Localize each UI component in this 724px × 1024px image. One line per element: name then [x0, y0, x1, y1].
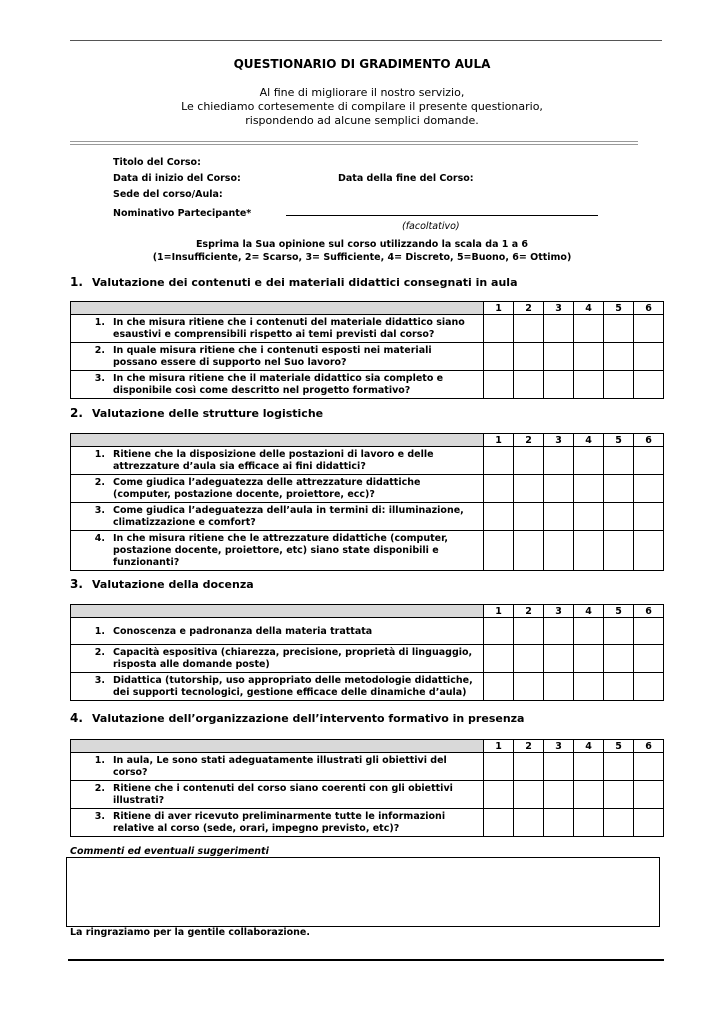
question-cell	[71, 447, 484, 475]
question-number: 3.	[94, 505, 105, 516]
question-number: 2.	[94, 477, 105, 488]
question-row	[71, 753, 664, 781]
rating-cell[interactable]	[634, 343, 664, 371]
rating-cell[interactable]	[604, 618, 634, 645]
rating-cell[interactable]	[514, 371, 544, 399]
question-row	[71, 673, 664, 701]
question-number: 2.	[94, 647, 105, 658]
scale-line: Esprima la Sua opinione sul corso utilizzando la scala da 1 a 6	[195, 239, 529, 250]
scale-header: 1	[484, 302, 514, 315]
rating-cell[interactable]	[634, 531, 664, 571]
question-number: 1.	[94, 317, 105, 328]
rating-cell[interactable]	[514, 447, 544, 475]
rating-cell[interactable]	[484, 343, 514, 371]
rating-cell[interactable]	[574, 371, 604, 399]
rating-cell[interactable]	[544, 809, 574, 837]
scale-header: 1	[484, 434, 514, 447]
rating-cell[interactable]	[514, 781, 544, 809]
venue-label: Sede del corso/Aula:	[113, 189, 223, 200]
rating-cell[interactable]	[574, 475, 604, 503]
scale-header: 6	[634, 740, 664, 753]
question-number: 3.	[94, 675, 105, 686]
rating-cell[interactable]	[604, 645, 634, 673]
rating-cell[interactable]	[574, 753, 604, 781]
rating-cell[interactable]	[634, 753, 664, 781]
rating-cell[interactable]	[484, 371, 514, 399]
rating-cell[interactable]	[514, 531, 544, 571]
rating-cell[interactable]	[634, 503, 664, 531]
rating-cell[interactable]	[604, 753, 634, 781]
rating-cell[interactable]	[574, 503, 604, 531]
rating-table	[70, 301, 664, 399]
rating-cell[interactable]	[544, 618, 574, 645]
rating-cell[interactable]	[544, 673, 574, 701]
scale-header: 1	[484, 740, 514, 753]
rating-cell[interactable]	[514, 503, 544, 531]
scale-header: 3	[544, 302, 574, 315]
rating-cell[interactable]	[544, 753, 574, 781]
question-cell	[71, 343, 484, 371]
scale-header: 5	[604, 605, 634, 618]
bottom-rule	[68, 959, 664, 961]
rating-cell[interactable]	[604, 315, 634, 343]
question-text: In che misura ritiene che il materiale didattico sia completo e disponibile così come descritto nel progetto formativo?	[113, 373, 444, 396]
scale-header: 1	[484, 605, 514, 618]
course-title-label: Titolo del Corso:	[113, 157, 201, 168]
end-date-label: Data della fine del Corso:	[338, 173, 474, 184]
question-text: Capacità espositiva (chiarezza, precisione, proprietà di linguaggio, risposta alle domande poste)	[113, 647, 473, 670]
intro-line: rispondendo ad alcune semplici domande.	[245, 114, 479, 127]
rating-cell[interactable]	[484, 531, 514, 571]
thanks-text: La ringraziamo per la gentile collaborazione.	[70, 927, 310, 938]
section-number: 2.	[70, 406, 83, 420]
question-number: 1.	[94, 449, 105, 460]
rating-cell[interactable]	[544, 475, 574, 503]
scale-header: 6	[634, 605, 664, 618]
rating-cell[interactable]	[634, 371, 664, 399]
question-text: Didattica (tutorship, uso appropriato delle metodologie didattiche, dei supporti tecnologici, gestione efficace delle dinamiche d’aula)	[113, 675, 473, 698]
page-title: QUESTIONARIO DI GRADIMENTO AULA	[233, 57, 491, 71]
rating-table	[70, 433, 664, 571]
rating-cell[interactable]	[604, 673, 634, 701]
rating-cell[interactable]	[514, 809, 544, 837]
rating-cell[interactable]	[484, 753, 514, 781]
question-row	[71, 343, 664, 371]
question-row	[71, 531, 664, 571]
rating-cell[interactable]	[484, 618, 514, 645]
header-blank	[71, 605, 484, 618]
question-text: Ritiene che la disposizione delle postazioni di lavoro e delle attrezzature d’aula sia efficace ai fini didattici?	[113, 449, 434, 472]
rating-cell[interactable]	[604, 475, 634, 503]
section-title	[70, 275, 518, 289]
rating-cell[interactable]	[484, 315, 514, 343]
question-text: In che misura ritiene che le attrezzature didattiche (computer, postazione docente, proiettore, etc) siano state disponibili e funzionanti?	[113, 533, 449, 568]
rating-cell[interactable]	[604, 343, 634, 371]
header-blank	[71, 302, 484, 315]
question-cell	[71, 673, 484, 701]
question-text: In che misura ritiene che i contenuti del materiale didattico siano esaustivi e comprensibili rispetto ai temi previsti dal corso?	[113, 317, 465, 340]
question-cell	[71, 618, 484, 645]
rating-cell[interactable]	[484, 475, 514, 503]
intro-line: Le chiediamo cortesemente di compilare il presente questionario,	[181, 100, 543, 113]
question-row	[71, 503, 664, 531]
scale-header: 6	[634, 434, 664, 447]
rating-cell[interactable]	[574, 315, 604, 343]
section-title-text: Valutazione della docenza	[92, 578, 254, 591]
scale-header: 3	[544, 740, 574, 753]
rating-cell[interactable]	[484, 673, 514, 701]
scale-header: 5	[604, 434, 634, 447]
rating-cell[interactable]	[544, 781, 574, 809]
rating-cell[interactable]	[604, 371, 634, 399]
question-number: 2.	[94, 783, 105, 794]
rating-cell[interactable]	[484, 447, 514, 475]
rating-cell[interactable]	[544, 315, 574, 343]
question-cell	[71, 809, 484, 837]
rating-cell[interactable]	[514, 618, 544, 645]
rating-cell[interactable]	[604, 809, 634, 837]
question-row	[71, 645, 664, 673]
scale-header: 4	[574, 740, 604, 753]
scale-header: 2	[514, 605, 544, 618]
rating-cell[interactable]	[574, 618, 604, 645]
scale-header: 3	[544, 605, 574, 618]
double-rule	[70, 141, 638, 145]
question-row	[71, 371, 664, 399]
rating-cell[interactable]	[514, 753, 544, 781]
question-row	[71, 475, 664, 503]
rating-cell[interactable]	[484, 645, 514, 673]
scale-header: 2	[514, 740, 544, 753]
question-cell	[71, 781, 484, 809]
rating-table	[70, 604, 664, 701]
section-title-text: Valutazione dei contenuti e dei materiali didattici consegnati in aula	[92, 276, 518, 289]
rating-cell[interactable]	[634, 645, 664, 673]
rating-cell[interactable]	[484, 809, 514, 837]
rating-cell[interactable]	[544, 447, 574, 475]
header-blank	[71, 740, 484, 753]
rating-cell[interactable]	[514, 315, 544, 343]
rating-cell[interactable]	[634, 673, 664, 701]
rating-cell[interactable]	[544, 343, 574, 371]
question-text: Ritiene di aver ricevuto preliminarmente tutte le informazioni relative al corso (sede, orari, impegno previsto, etc)?	[113, 811, 446, 834]
scale-header: 4	[574, 302, 604, 315]
scale-header: 5	[604, 740, 634, 753]
scale-header: 4	[574, 605, 604, 618]
section-title-text: Valutazione dell’organizzazione dell’intervento formativo in presenza	[92, 712, 525, 725]
question-cell	[71, 315, 484, 343]
question-text: Come giudica l’adeguatezza delle attrezzature didattiche (computer, postazione docente, proiettore, ecc)?	[113, 477, 421, 500]
question-cell	[71, 371, 484, 399]
question-cell	[71, 475, 484, 503]
comments-box[interactable]	[66, 857, 660, 927]
question-number: 1.	[94, 755, 105, 766]
section-title	[70, 711, 524, 725]
question-text: Conoscenza e padronanza della materia trattata	[113, 625, 373, 637]
rating-cell[interactable]	[634, 781, 664, 809]
section-number: 3.	[70, 577, 83, 591]
rating-cell[interactable]	[574, 645, 604, 673]
rating-cell[interactable]	[604, 531, 634, 571]
question-row	[71, 809, 664, 837]
rating-cell[interactable]	[484, 781, 514, 809]
top-rule	[70, 40, 662, 41]
scale-header: 4	[574, 434, 604, 447]
rating-cell[interactable]	[544, 531, 574, 571]
scale-header: 2	[514, 434, 544, 447]
rating-cell[interactable]	[574, 343, 604, 371]
question-text: Ritiene che i contenuti del corso siano coerenti con gli obiettivi illustrati?	[113, 783, 453, 806]
intro-text	[0, 86, 724, 128]
rating-cell[interactable]	[604, 781, 634, 809]
rating-cell[interactable]	[604, 447, 634, 475]
scale-header: 2	[514, 302, 544, 315]
question-row	[71, 315, 664, 343]
question-number: 4.	[94, 533, 105, 544]
rating-cell[interactable]	[514, 673, 544, 701]
question-row	[71, 618, 664, 645]
question-row	[71, 447, 664, 475]
question-number: 2.	[94, 345, 105, 356]
rating-cell[interactable]	[514, 645, 544, 673]
rating-table	[70, 739, 664, 837]
rating-cell[interactable]	[574, 531, 604, 571]
question-text: Come giudica l’adeguatezza dell’aula in termini di: illuminazione, climatizzazione e comfort?	[113, 505, 464, 528]
rating-cell[interactable]	[514, 343, 544, 371]
question-number: 3.	[94, 811, 105, 822]
rating-cell[interactable]	[634, 809, 664, 837]
scale-header: 5	[604, 302, 634, 315]
participant-name-field[interactable]	[286, 215, 598, 216]
rating-cell[interactable]	[574, 781, 604, 809]
header-blank	[71, 434, 484, 447]
scale-header: 6	[634, 302, 664, 315]
question-number: 1.	[94, 625, 105, 637]
scale-header: 3	[544, 434, 574, 447]
rating-cell[interactable]	[514, 475, 544, 503]
rating-cell[interactable]	[544, 371, 574, 399]
section-number: 1.	[70, 275, 83, 289]
intro-line: Al fine di migliorare il nostro servizio,	[259, 86, 465, 99]
question-cell	[71, 753, 484, 781]
question-text: In aula, Le sono stati adeguatamente illustrati gli obiettivi del corso?	[113, 755, 447, 778]
question-row	[71, 781, 664, 809]
rating-cell[interactable]	[484, 503, 514, 531]
rating-cell[interactable]	[544, 645, 574, 673]
rating-cell[interactable]	[574, 673, 604, 701]
rating-cell[interactable]	[634, 618, 664, 645]
question-cell	[71, 531, 484, 571]
participant-name-label: Nominativo Partecipante*	[113, 208, 252, 219]
rating-cell[interactable]	[574, 809, 604, 837]
section-title-text: Valutazione delle strutture logistiche	[92, 407, 324, 420]
scale-legend: (1=Insufficiente, 2= Scarso, 3= Sufficiente, 4= Discreto, 5=Buono, 6= Ottimo)	[152, 252, 572, 263]
section-title	[70, 577, 254, 591]
optional-note: (facoltativo)	[402, 221, 460, 232]
rating-cell[interactable]	[634, 315, 664, 343]
scale-instructions	[0, 238, 724, 264]
rating-cell[interactable]	[604, 503, 634, 531]
question-text: In quale misura ritiene che i contenuti esposti nei materiali possano essere di supporto nel Suo lavoro?	[113, 345, 432, 368]
section-title	[70, 406, 323, 420]
rating-cell[interactable]	[574, 447, 604, 475]
comments-label: Commenti ed eventuali suggerimenti	[70, 846, 269, 857]
question-cell	[71, 503, 484, 531]
rating-cell[interactable]	[544, 503, 574, 531]
question-number: 3.	[94, 373, 105, 384]
question-cell	[71, 645, 484, 673]
rating-cell[interactable]	[634, 475, 664, 503]
start-date-label: Data di inizio del Corso:	[113, 173, 241, 184]
rating-cell[interactable]	[634, 447, 664, 475]
section-number: 4.	[70, 711, 83, 725]
